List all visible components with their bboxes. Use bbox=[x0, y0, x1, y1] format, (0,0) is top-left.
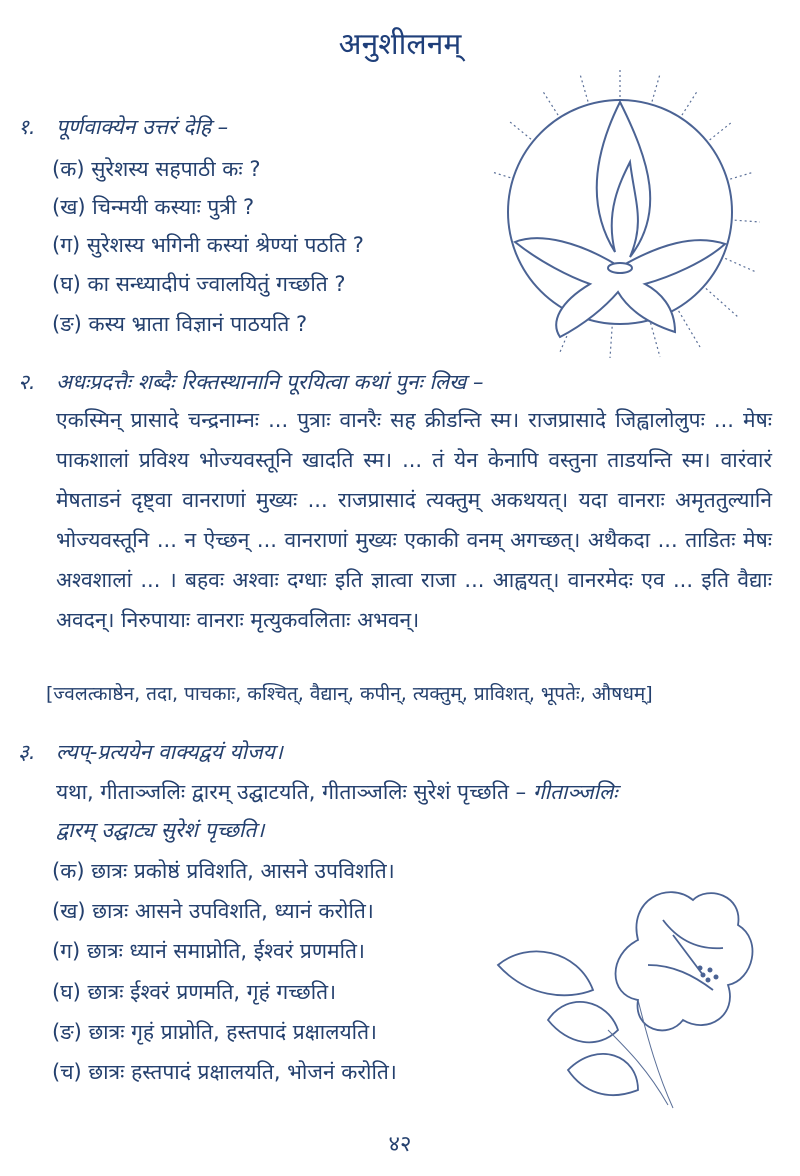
q1-item-5: (ङ) कस्य भ्राता विज्ञानं पाठयति ? bbox=[52, 312, 308, 336]
q2-word-bank: [ज्वलत्काष्ठेन, तदा, पाचकाः, कश्चित्, वैद्यान्, कपीन्, त्यक्तुम्, प्राविशत्, भूपतेः, औषधम्] bbox=[46, 683, 653, 705]
q2-passage: एकस्मिन् प्रासादे चन्द्रनाम्नः ... पुत्राः वानरैः सह क्रीडन्ति स्म। राजप्रासादे जिह्वालोलुपः ... मेषः पाकशालां प्रविश्य भोज्यवस्तूनि खादति स्म। ... तं येन केनापि वस्तुना ताडयन्ति स्म। वारंवारं मेषताडनं दृष्ट्वा वानराणां मुख्यः ... राजप्रासादं त्यक्तुम् अकथयत्। यदा वानराः अमृततुल्यानि भोज्यवस्तूनि ... न ऐच्छन् ... वानराणां मुख्यः एकाकी वनम् अगच्छत्। अथैकदा ... ताडितः मेषः अश्वशालां ... । बहवः अश्वाः दग्धाः इति ज्ञात्वा राजा ... आह्वयत्। वानरमेदः एव ... इति वैद्याः अवदन्। निरुपायाः वानराः मृत्युकवलिताः अभवन्। bbox=[56, 408, 772, 632]
hibiscus-flower-illustration bbox=[488, 880, 758, 1110]
q3-example-answer-end: द्वारम् उद्घाट्य सुरेशं पृच्छति। bbox=[56, 818, 265, 842]
q2-number: २. bbox=[18, 370, 36, 394]
q3-number: ३. bbox=[18, 740, 36, 764]
q1-item-3: (ग) सुरेशस्य भगिनी कस्यां श्रेण्यां पठति ? bbox=[52, 233, 364, 257]
q1-item-4: (घ) का सन्ध्यादीपं ज्वालयितुं गच्छति ? bbox=[52, 272, 346, 296]
page-number: ४२ bbox=[388, 1132, 412, 1157]
q3-example bbox=[56, 778, 617, 806]
q3-item-3: (ग) छात्रः ध्यानं समाप्नोति, ईश्वरं प्रणमति। bbox=[52, 939, 365, 963]
q3-item-1: (क) छात्रः प्रकोष्ठं प्रविशति, आसने उपविशति। bbox=[52, 859, 395, 883]
lamp-flame-illustration bbox=[470, 62, 770, 362]
q1-instruction: पूर्णवाक्येन उत्तरं देहि – bbox=[56, 115, 229, 139]
q3-item-4: (घ) छात्रः ईश्वरं प्रणमति, गृहं गच्छति। bbox=[52, 980, 337, 1004]
q3-instruction: ल्यप्-प्रत्ययेन वाक्यद्वयं योजय। bbox=[56, 740, 283, 764]
q3-item-2: (ख) छात्रः आसने उपविशति, ध्यानं करोति। bbox=[52, 899, 374, 923]
q1-number: १. bbox=[18, 115, 36, 139]
q1-item-1: (क) सुरेशस्य सहपाठी कः ? bbox=[52, 157, 261, 181]
q1-item-2: (ख) चिन्मयी कस्याः पुत्री ? bbox=[52, 195, 255, 219]
q3-item-5: (ङ) छात्रः गृहं प्राप्नोति, हस्तपादं प्रक्षालयति। bbox=[52, 1020, 378, 1044]
page-title: अनुशीलनम् bbox=[338, 27, 462, 62]
q2-instruction: अधःप्रदत्तैः शब्दैः रिक्तस्थानानि पूरयित्वा कथां पुनः लिख – bbox=[56, 370, 484, 394]
q3-example-prefix: यथा, गीताञ्जलिः द्वारम् उद्घाटयति, गीताञ्जलिः सुरेशं पृच्छति – bbox=[56, 780, 527, 804]
q3-example-answer-start: गीताञ्जलिः bbox=[532, 780, 618, 804]
q3-item-6: (च) छात्रः हस्तपादं प्रक्षालयति, भोजनं करोति। bbox=[52, 1060, 397, 1084]
